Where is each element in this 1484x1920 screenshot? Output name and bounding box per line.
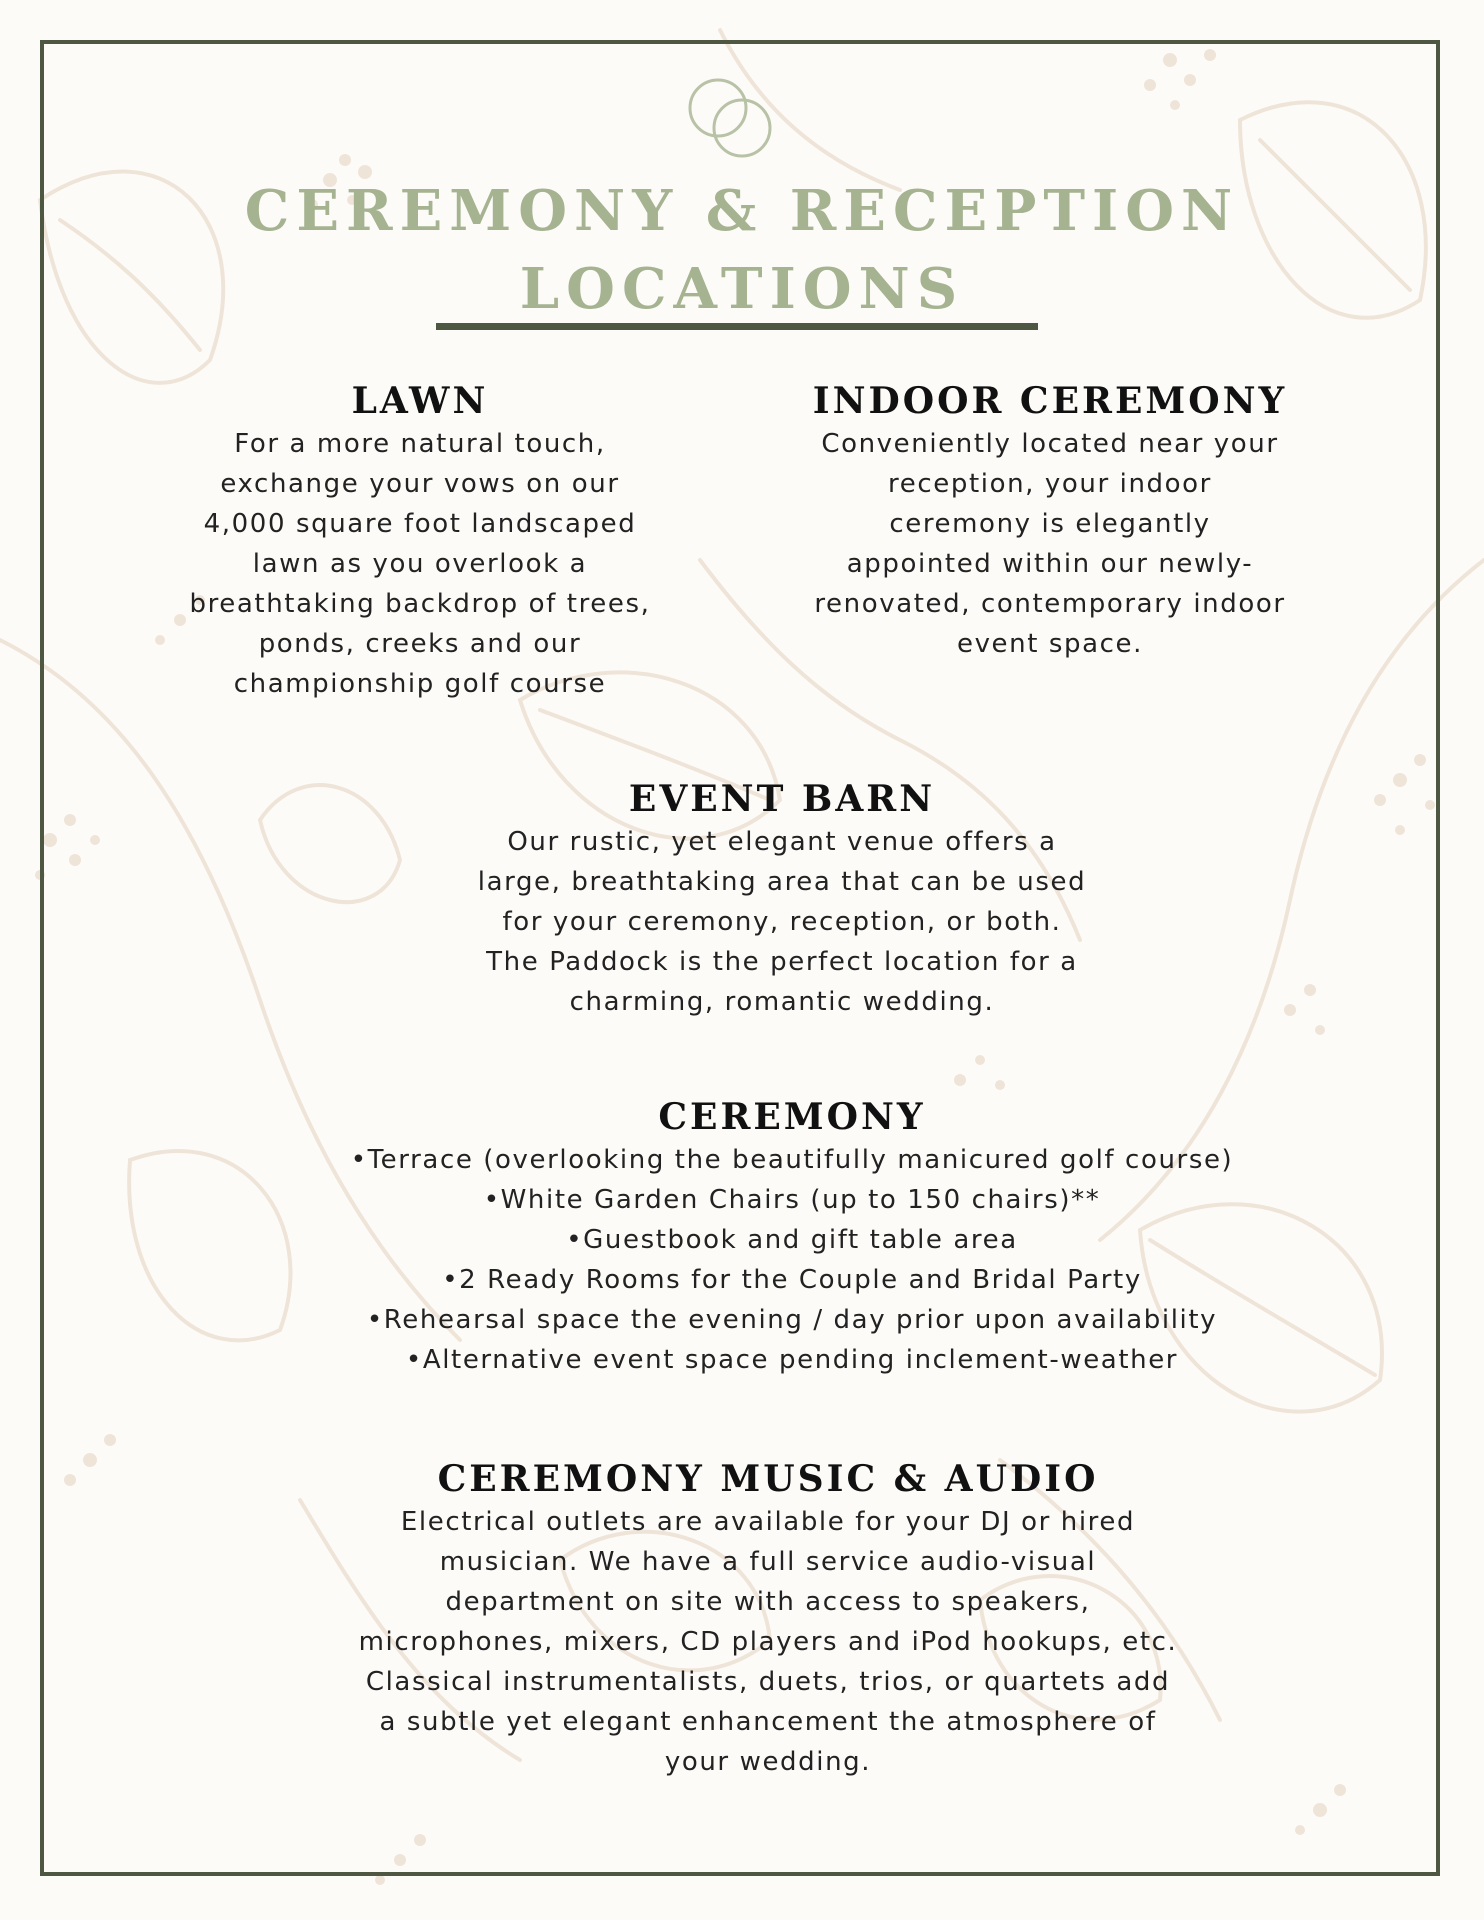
section-heading: LAWN bbox=[351, 380, 489, 422]
wedding-rings-icon bbox=[682, 74, 782, 164]
ceremony-list bbox=[200, 1140, 1384, 1380]
list-item: •Guestbook and gift table area bbox=[566, 1225, 1018, 1255]
section-body: Conveniently located near your reception, your indoor ceremony is elegantly appointed within our newly- renovated, contemporary indoor event space. bbox=[814, 429, 1286, 659]
section-ceremony-music-audio bbox=[250, 1456, 1286, 1782]
list-item: •Alternative event space pending inclement-weather bbox=[405, 1345, 1179, 1375]
section-event-barn bbox=[392, 776, 1172, 1022]
section-heading: CEREMONY MUSIC & AUDIO bbox=[437, 1458, 1099, 1500]
title-line-2: LOCATIONS bbox=[519, 256, 965, 322]
page-title bbox=[200, 172, 1284, 328]
list-item: •Rehearsal space the evening / day prior upon availability bbox=[366, 1305, 1218, 1335]
section-indoor-ceremony bbox=[760, 378, 1340, 664]
list-item: •2 Ready Rooms for the Couple and Bridal Party bbox=[442, 1265, 1142, 1295]
section-body: Electrical outlets are available for your DJ or hired musician. We have a full service audio-visual department on site with access to speakers, microphones, mixers, CD players and iPod hookups, etc. Classical instrumentalists, duets, trios, or quartets add a subtle yet elegant enhancement the atmosphere of your wedding. bbox=[358, 1507, 1178, 1777]
section-ceremony bbox=[200, 1094, 1384, 1380]
section-heading: EVENT BARN bbox=[628, 778, 936, 820]
list-item: •White Garden Chairs (up to 150 chairs)** bbox=[483, 1185, 1101, 1215]
title-underline bbox=[436, 323, 1038, 330]
section-lawn bbox=[140, 378, 700, 704]
list-item: •Terrace (overlooking the beautifully manicured golf course) bbox=[350, 1145, 1234, 1175]
section-heading: INDOOR CEREMONY bbox=[812, 380, 1288, 422]
section-heading: CEREMONY bbox=[658, 1096, 926, 1138]
title-line-1: CEREMONY & RECEPTION bbox=[244, 178, 1240, 244]
section-body: Our rustic, yet elegant venue offers a large, breathtaking area that can be used for your ceremony, reception, or both. The Paddock is the perfect location for a charming, romantic wedding. bbox=[477, 827, 1087, 1017]
section-body: For a more natural touch, exchange your vows on our 4,000 square foot landscaped lawn as you overlook a breathtaking backdrop of trees, ponds, creeks and our championship golf course bbox=[189, 429, 651, 699]
